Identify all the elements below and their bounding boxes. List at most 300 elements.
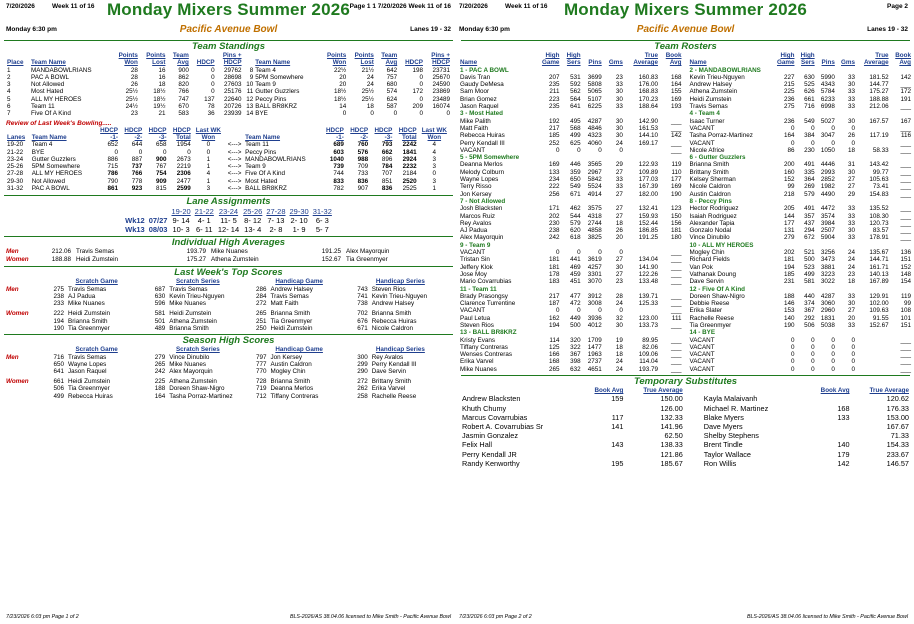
standings-cell: 23731 xyxy=(432,66,450,74)
roster-cell: 119 xyxy=(900,292,911,300)
score-value: 286 xyxy=(255,285,267,293)
roster-cell: 150 xyxy=(670,212,682,220)
roster-cell: 102.00 xyxy=(869,300,889,308)
roster-cell: ___ xyxy=(900,168,911,176)
roster-cell: 108 xyxy=(900,307,911,315)
review-cell: Peccy Pins xyxy=(245,148,277,156)
score-entry xyxy=(249,393,350,400)
roster-cell: 3936 xyxy=(587,314,602,322)
roster-cell: 33 xyxy=(848,88,856,96)
score-category-header: Handicap Game xyxy=(275,346,323,354)
roster-cell: 207 xyxy=(548,73,560,81)
roster-row xyxy=(459,220,683,227)
standings-header: HDCP xyxy=(405,59,423,67)
roster-cell: 449 xyxy=(570,314,581,322)
review-cell: 786 xyxy=(107,170,118,178)
bowler-name: Rebecca Huiras xyxy=(371,317,417,325)
score-value: 251 xyxy=(255,317,267,325)
standings-cell: 13 xyxy=(246,103,254,111)
score-entry xyxy=(46,325,147,332)
lane-pair-header: 27-28 xyxy=(266,207,286,217)
review-row xyxy=(6,170,451,177)
roster-cell: 275 xyxy=(783,103,795,111)
gender-label: Women xyxy=(6,378,29,386)
sub-cell: Marcus Covarrubias xyxy=(462,412,528,422)
score-entry xyxy=(350,378,451,385)
score-entry xyxy=(350,354,451,361)
review-cell: 900 xyxy=(155,155,167,163)
roster-cell: ___ xyxy=(670,321,682,329)
roster-cell: Mario Covarrubias xyxy=(460,278,512,286)
roster-cell: 672 xyxy=(804,234,815,242)
review-cell: 2242 xyxy=(402,141,417,149)
roster-cell: 181 xyxy=(783,256,795,264)
rosters-left xyxy=(459,52,683,373)
review-header: HDCP -2- xyxy=(124,126,143,141)
review-cell: 19-20 xyxy=(7,141,24,149)
roster-team-name: 1 - PAC A BOWL xyxy=(460,66,509,74)
bowler-name: Austin Caldron xyxy=(270,360,312,368)
review-cell: 662 xyxy=(381,148,393,156)
roster-cell: 3881 xyxy=(820,263,835,271)
bowler-name: Tia Greenmyer xyxy=(270,317,313,325)
roster-cell: 164 xyxy=(783,132,795,140)
average-value: 193.79 xyxy=(186,248,206,256)
roster-cell: 168 xyxy=(670,73,682,81)
roster-cell: 183 xyxy=(548,278,560,286)
roster-cell: 27 xyxy=(615,212,623,220)
standings-row xyxy=(6,96,451,103)
roster-cell: Jason Raquel xyxy=(460,103,499,111)
roster-cell: 506 xyxy=(804,321,815,329)
roster-cell: 521 xyxy=(804,249,815,257)
bowler-name: Tia Greenmyer xyxy=(68,324,110,332)
roster-cell: ___ xyxy=(900,161,911,169)
roster-cell: 0 xyxy=(598,307,602,315)
standings-cell: 9 xyxy=(249,73,254,81)
bowler-name: Vince Dinubilo xyxy=(169,353,210,361)
roster-header: Book Avg xyxy=(895,52,911,67)
score-value: 262 xyxy=(357,385,368,393)
review-cell: 2219 xyxy=(176,163,191,171)
roster-cell: 222 xyxy=(548,183,560,191)
sub-cell: 154.33 xyxy=(886,440,909,450)
roster-cell xyxy=(856,344,890,351)
standings-cell: 25½ xyxy=(361,88,374,96)
roster-cell: 170.23 xyxy=(638,95,658,103)
roster-row xyxy=(689,344,913,351)
standings-cell: 0 xyxy=(419,73,423,81)
sub-header: True Average xyxy=(869,387,909,395)
review-table xyxy=(6,127,451,193)
standings-cell: 28 xyxy=(130,66,138,74)
roster-cell: Sam Moor xyxy=(460,88,490,96)
lane-matchup: 1- 9 xyxy=(292,225,306,235)
review-cell: 2673 xyxy=(176,155,191,163)
roster-row xyxy=(689,300,913,307)
women-high-averages xyxy=(6,256,451,264)
roster-cell: Austin Caldron xyxy=(689,190,731,198)
standings-cell: Not Allowed xyxy=(31,81,65,89)
day-time: Monday 6:30 pm xyxy=(6,26,57,33)
roster-cell: 172 xyxy=(900,88,911,96)
review-cell: 886 xyxy=(107,155,118,163)
score-entry xyxy=(46,361,147,368)
roster-cell: 27 xyxy=(615,205,623,213)
review-header: Lanes xyxy=(7,133,26,141)
standings-cell: 25½ xyxy=(125,88,138,96)
review-cell: 909 xyxy=(155,177,167,185)
review-cell: 644 xyxy=(131,141,143,149)
roster-header: Name xyxy=(689,59,707,67)
roster-row xyxy=(459,256,683,263)
roster-cell: 86 xyxy=(787,146,795,154)
roster-cell: 109.63 xyxy=(869,307,889,315)
roster-cell: 292 xyxy=(804,314,815,322)
roster-row xyxy=(689,322,913,329)
roster-cell: 30 xyxy=(615,321,623,329)
page-2 xyxy=(457,0,914,624)
roster-row xyxy=(689,103,913,110)
roster-team-name: 2 - MANDABOWLRIANS xyxy=(689,66,761,74)
sub-row xyxy=(461,404,910,413)
roster-cell: 0 xyxy=(811,139,815,147)
review-cell: 836 xyxy=(381,185,393,193)
roster-cell: 235 xyxy=(548,81,560,89)
roster-cell: 23 xyxy=(615,278,623,286)
standings-cell: 14 xyxy=(339,103,347,111)
roster-cell: 192 xyxy=(548,117,560,125)
bowler-name: Wayne Lopes xyxy=(68,360,107,368)
roster-cell: 176.00 xyxy=(638,81,658,89)
roster-cell: 132.41 xyxy=(638,205,658,213)
average-value: 191.25 xyxy=(321,248,341,256)
standings-cell: 8 xyxy=(249,66,254,74)
league-title: Monday Mixers Summer 2026 xyxy=(106,0,351,19)
score-value: 242 xyxy=(154,367,166,375)
standings-cell: 0 xyxy=(211,81,215,89)
roster-cell: 33 xyxy=(848,205,856,213)
review-cell: <---> xyxy=(227,177,242,185)
gender-label: Men xyxy=(6,353,19,361)
roster-cell: 0 xyxy=(790,358,795,366)
individual-high-averages xyxy=(0,248,457,264)
lanes-label-2: Lanes 19 - 32 xyxy=(867,26,908,33)
roster-cell: VACANT xyxy=(689,343,715,351)
roster-cell: Mike Palith xyxy=(460,117,491,125)
score-entry xyxy=(350,286,451,293)
roster-cell: 27 xyxy=(615,270,623,278)
roster-cell: 33 xyxy=(615,81,623,89)
roster-cell: 140 xyxy=(783,314,795,322)
roster-cell: 181 xyxy=(548,263,560,271)
standings-cell: 11 xyxy=(246,88,254,96)
score-entry xyxy=(147,385,248,392)
score-value: 641 xyxy=(53,367,64,375)
score-category-header: Scratch Series xyxy=(175,346,220,354)
roster-cell: 144.10 xyxy=(638,132,658,140)
score-entry xyxy=(46,393,147,400)
standings-cell: 25½ xyxy=(361,95,374,103)
roster-cell: 133 xyxy=(548,168,560,176)
roster-team-name: 14 - BYE xyxy=(689,329,716,337)
roster-cell: ___ xyxy=(900,365,911,373)
roster-cell: 3574 xyxy=(820,212,835,220)
roster-cell: 3565 xyxy=(587,161,602,169)
score-value: 596 xyxy=(154,300,166,308)
roster-cell: 193 xyxy=(670,103,682,111)
roster-cell: Josh Blacksten xyxy=(460,205,503,213)
roster-cell: 83.57 xyxy=(872,227,889,235)
sub-cell xyxy=(806,422,850,431)
review-row xyxy=(6,149,451,156)
roster-cell: 205 xyxy=(783,205,795,213)
roster-cell: 0 xyxy=(790,343,795,351)
score-entry xyxy=(350,368,451,375)
roster-cell: 169.17 xyxy=(638,139,658,147)
roster-cell: 491 xyxy=(804,161,815,169)
bowler-name: Brianna Smith xyxy=(68,317,108,325)
score-value: 222 xyxy=(53,310,64,318)
roster-team-name: 6 - Gutter Guzzlers xyxy=(689,154,746,162)
score-value: 188 xyxy=(154,385,166,393)
standings-cell: 27603 xyxy=(224,81,242,89)
bowling-center: Pacific Avenue Bowl xyxy=(179,24,278,35)
standings-cell: 642 xyxy=(386,66,398,74)
roster-cell: 0 xyxy=(619,307,623,315)
roster-cell: 217 xyxy=(548,124,560,132)
standings-cell: 587 xyxy=(386,103,398,111)
standings-cell: 6 xyxy=(7,103,11,111)
roster-cell: ___ xyxy=(900,190,911,198)
standings-cell: 16 xyxy=(158,66,166,74)
roster-cell: 242 xyxy=(548,234,560,242)
roster-cell: 716 xyxy=(804,103,815,111)
score-value: 233 xyxy=(53,300,64,308)
standings-cell: 78 xyxy=(207,103,215,111)
roster-cell: 109.06 xyxy=(638,351,658,359)
lane-matchup: 8- 12 xyxy=(244,216,262,226)
standings-row xyxy=(6,67,451,74)
roster-cell: 167.57 xyxy=(869,117,889,125)
roster-cell: Marcos Ruiz xyxy=(460,212,495,220)
sub-cell: 185.67 xyxy=(660,458,683,468)
roster-cell: 188.64 xyxy=(638,103,658,111)
roster-team-name: 13 - BALL BR8KRZ xyxy=(460,329,517,337)
roster-cell: 374 xyxy=(804,300,815,308)
standings-cell: 16074 xyxy=(432,103,450,111)
standings-cell: 3 xyxy=(7,81,11,89)
roster-cell: Nicole Caldron xyxy=(689,183,731,191)
standings-cell: 0 xyxy=(419,110,423,118)
roster-cell: 230 xyxy=(548,219,560,227)
bowler-name: Tia Greenmyer xyxy=(68,385,110,393)
score-entry xyxy=(147,361,248,368)
roster-cell: 171 xyxy=(548,205,560,213)
roster-cell: 549 xyxy=(804,117,815,125)
roster-cell: 0 xyxy=(811,351,815,359)
score-value: 797 xyxy=(255,353,267,361)
roster-cell: 3912 xyxy=(587,292,602,300)
lane-matchup: 2- 10 xyxy=(290,216,308,226)
bowler-name: Jason Raquel xyxy=(68,367,107,375)
review-cell: 27-28 xyxy=(7,170,24,178)
roster-row xyxy=(459,140,683,147)
roster-cell: 4318 xyxy=(587,212,602,220)
bowler-name: Heidi Zumstein xyxy=(68,378,110,386)
roster-row xyxy=(459,358,683,365)
review-cell: 5PM Somewhere xyxy=(31,163,80,171)
standings-cell: 0 xyxy=(211,66,215,74)
bowler-name: AJ Padua xyxy=(68,293,96,301)
review-header: Last WK Won xyxy=(421,126,447,141)
score-entry xyxy=(350,293,451,300)
roster-cell: 1982 xyxy=(820,183,835,191)
review-cell: 603 xyxy=(333,148,344,156)
sub-cell: Randy Kenworthy xyxy=(462,458,520,468)
lane-matchup: 12- 14 xyxy=(217,225,240,235)
standings-cell: 10 xyxy=(246,81,254,89)
roster-cell: 155 xyxy=(670,88,682,96)
score-entry xyxy=(350,393,451,400)
roster-cell xyxy=(624,307,659,314)
roster-cell: ___ xyxy=(670,307,682,315)
score-category-header: Scratch Game xyxy=(75,278,118,286)
roster-cell: 469 xyxy=(570,263,581,271)
bowler-name: Tasha Porraz-Martinez xyxy=(169,392,233,400)
high-average-entry xyxy=(46,256,181,264)
roster-cell: 169 xyxy=(670,95,682,103)
roster-cell: 0 xyxy=(851,124,856,132)
standings-cell: 20726 xyxy=(224,103,242,111)
roster-cell: Matt Faith xyxy=(460,124,488,132)
standings-cell: 583 xyxy=(178,110,189,118)
bowler-name: Deanna Merlos xyxy=(270,385,314,393)
sub-cell: 146.57 xyxy=(886,458,909,468)
roster-cell: 5027 xyxy=(820,117,835,125)
roster-cell: 294 xyxy=(804,227,815,235)
roster-cell: ___ xyxy=(670,300,682,308)
roster-cell: 24 xyxy=(615,300,623,308)
bowler-name: Alex Mayorquin xyxy=(169,367,213,375)
roster-cell: 129.91 xyxy=(869,292,889,300)
sub-cell xyxy=(580,404,624,413)
roster-cell: 123.00 xyxy=(638,314,658,322)
roster-cell: 4446 xyxy=(820,161,835,169)
roster-cell: Tiffany Contreras xyxy=(460,343,508,351)
roster-cell: 120.73 xyxy=(869,219,889,227)
review-cell: 2520 xyxy=(402,177,417,185)
roster-cell: 167 xyxy=(900,117,911,125)
roster-cell: Mike Nuanes xyxy=(460,365,497,373)
score-entry xyxy=(249,325,350,332)
bowler-name: Brianna Smith xyxy=(371,310,412,318)
roster-row xyxy=(459,81,683,88)
roster-cell: 3047 xyxy=(820,132,835,140)
score-category-header: Scratch Series xyxy=(175,278,220,286)
roster-cell: 462 xyxy=(570,205,581,213)
score-value: 661 xyxy=(53,378,64,386)
review-cell: 0 xyxy=(206,148,211,156)
standings-header: Team Avg xyxy=(381,52,398,67)
score-entry xyxy=(350,318,451,325)
sub-cell: 62.50 xyxy=(664,431,683,441)
roster-cell: 4060 xyxy=(587,139,602,147)
roster-cell: 217 xyxy=(548,292,560,300)
roster-cell: Gonzalo Nodal xyxy=(689,227,732,235)
roster-cell: 0 xyxy=(811,124,815,132)
lane-week: Wk13 xyxy=(125,225,145,235)
sub-row xyxy=(461,431,910,440)
roster-cell: 0 xyxy=(851,336,856,344)
roster-cell: 0 xyxy=(851,358,856,366)
roster-cell: Perry Kendall III xyxy=(460,139,505,147)
score-value: 279 xyxy=(154,353,166,361)
bowler-name: Travis Semas xyxy=(68,285,107,293)
standings-cell: 757 xyxy=(386,73,398,81)
score-entry xyxy=(46,318,147,325)
roster-cell: 18 xyxy=(615,219,623,227)
roster-cell: 367 xyxy=(570,351,581,359)
roster-cell: Kevin Trieu-Nguyen xyxy=(689,73,745,81)
top-scores-grid xyxy=(0,278,457,332)
standings-cell: 23869 xyxy=(432,88,450,96)
footer-timestamp-2: 7/23/2026 6:03 pm Page 2 of 2 xyxy=(459,614,532,620)
standings-cell: Peccy Pins xyxy=(255,95,287,103)
sub-cell: 71.33 xyxy=(890,431,909,441)
sub-header: True Average xyxy=(643,387,683,395)
review-cell: 4 xyxy=(432,148,437,156)
review-cell: 3 xyxy=(432,177,437,185)
roster-header: High Sers xyxy=(566,52,581,67)
roster-header: High Sers xyxy=(800,52,815,67)
roster-cell: 441 xyxy=(570,256,581,264)
roster-cell: 33 xyxy=(848,292,856,300)
roster-cell: 181 xyxy=(670,227,682,235)
roster-cell: 0 xyxy=(831,358,835,366)
roster-cell: 4472 xyxy=(820,205,835,213)
review-row xyxy=(6,141,451,148)
score-entry xyxy=(350,385,451,392)
roster-cell: Dave Servin xyxy=(689,278,724,286)
roster-cell: 2852 xyxy=(820,176,835,184)
standings-cell: 766 xyxy=(178,88,189,96)
roster-cell: 33 xyxy=(615,103,623,111)
roster-cell: 161.71 xyxy=(869,263,889,271)
roster-cell: ___ xyxy=(900,358,911,366)
roster-row xyxy=(459,88,683,95)
review-cell: <---> xyxy=(227,148,242,156)
roster-cell: 0 xyxy=(851,343,856,351)
bowler-name: Heidi Zumstein xyxy=(270,324,313,332)
roster-cell: 27 xyxy=(848,307,856,315)
roster-cell: Jose Moy xyxy=(460,270,487,278)
sub-cell: Felix Hall xyxy=(462,440,493,450)
roster-cell: ___ xyxy=(670,336,682,344)
roster-cell: 225 xyxy=(783,88,795,96)
roster-cell xyxy=(856,125,890,132)
gender-label: Men xyxy=(6,285,19,293)
roster-cell: 33 xyxy=(848,234,856,242)
sub-cell: 168 xyxy=(837,403,850,413)
average-value: 152.67 xyxy=(321,256,341,264)
bowler-name: Perry Kendall III xyxy=(371,360,417,368)
standings-cell: Most Hated xyxy=(31,88,64,96)
roster-row xyxy=(689,249,913,256)
bowler-name: Travis Semas xyxy=(270,293,309,301)
high-average-entry xyxy=(316,256,451,264)
review-header: HDCP Total xyxy=(172,126,191,141)
